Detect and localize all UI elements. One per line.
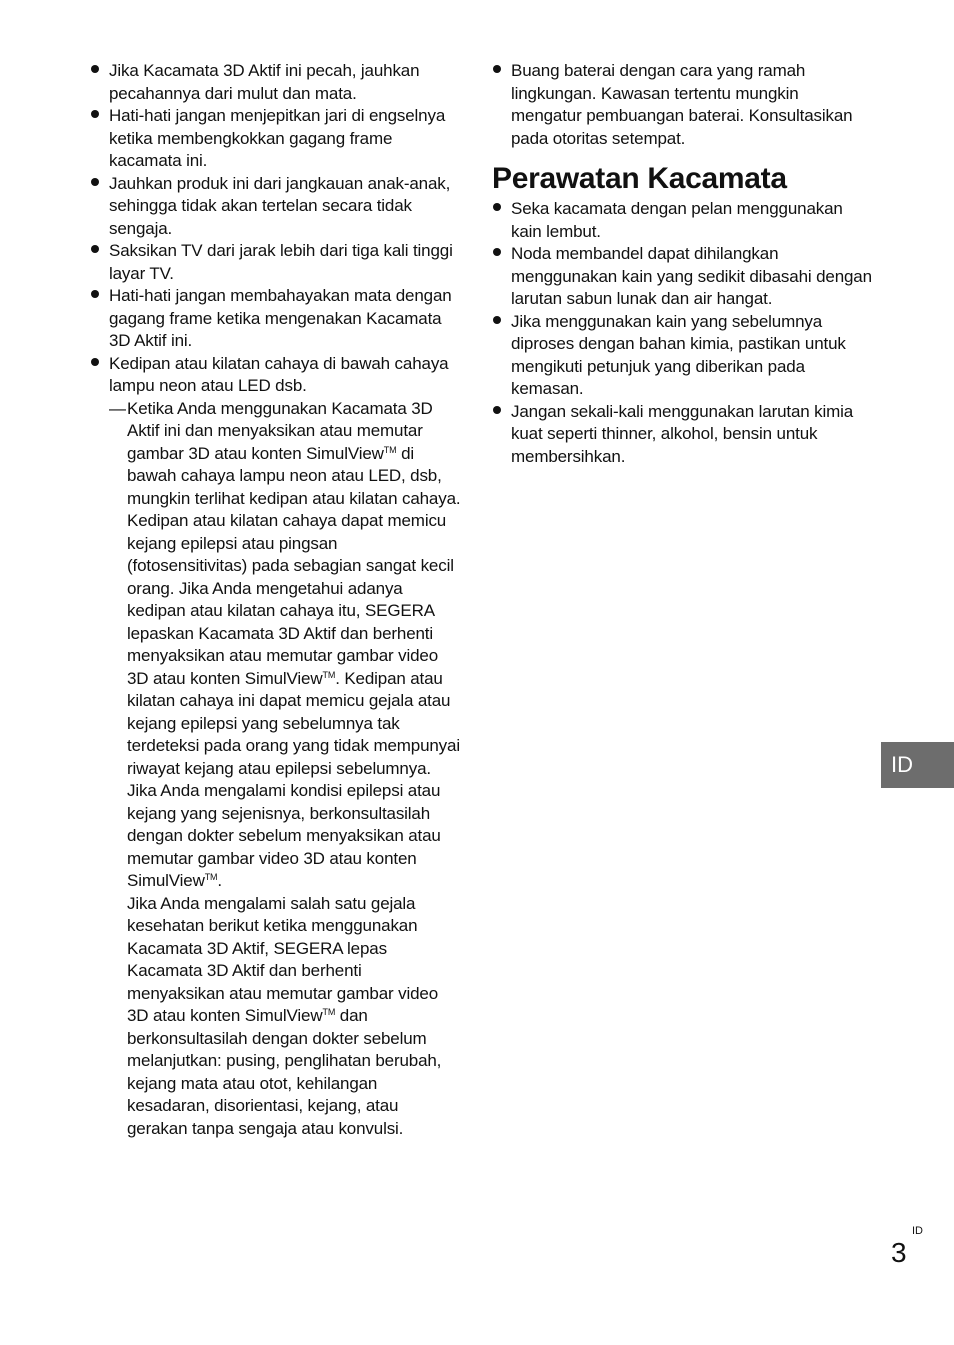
warning-paragraph-2: Jika Anda mengalami kondisi epilepsi atau kejang yang sejenisnya, berkonsultasilah dengan dokter sebelum menyaksikan atau memutar gambar video 3D atau konten SimulView™. — [127, 781, 441, 890]
warning-paragraph-3: Jika Anda mengalami salah satu gejala kesehatan berikut ketika menggunakan Kacamata 3D Aktif, SEGERA lepas Kacamata 3D Aktif dan berhenti menyaksikan atau memutar gambar video 3D atau konten SimulView™ dan berkonsultasilah dengan dokter sebelum melanjutkan: pusing, penglihatan berubah, kejang mata atau otot, kehilangan kesadaran, disorientasi, kejang, atau gerakan tanpa sengaja atau konvulsi. — [127, 893, 442, 1138]
bullet-item: Saksikan TV dari jarak lebih dari tiga kali tinggi layar TV. — [90, 240, 462, 285]
left-column — [90, 60, 462, 1140]
bullet-item: Jika Kacamata 3D Aktif ini pecah, jauhkan pecahannya dari mulut dan mata. — [90, 60, 462, 105]
bullet-item: Seka kacamata dengan pelan menggunakan kain lembut. — [492, 198, 872, 243]
bullet-text: Kedipan atau kilatan cahaya di bawah cahaya lampu neon atau LED dsb. — [109, 353, 449, 395]
section-heading: Perawatan Kacamata — [492, 162, 787, 195]
language-tab: ID — [881, 742, 954, 788]
trademark-mark: TM — [322, 669, 336, 680]
care-bullet-list — [492, 198, 872, 468]
bullet-item-flicker — [90, 353, 462, 1141]
bullet-item: Noda membandel dapat dihilangkan menggunakan kain yang sedikit dibasahi dengan larutan sabun lunak dan air hangat. — [492, 243, 872, 311]
disposal-bullet-list — [492, 60, 872, 150]
dash-marker: — — [109, 398, 126, 418]
trademark-mark: TM — [383, 444, 397, 455]
bullet-item: Jika menggunakan kain yang sebelumnya diproses dengan bahan kimia, pastikan untuk mengikuti petunjuk yang diberikan pada kemasan. — [492, 311, 872, 401]
trademark-mark: TM — [204, 872, 218, 882]
right-column — [492, 60, 872, 468]
bullet-item: Jauhkan produk ini dari jangkauan anak-anak, sehingga tidak akan tertelan secara tidak sengaja. — [90, 173, 462, 241]
bullet-item: Hati-hati jangan membahayakan mata dengan gagang frame ketika mengenakan Kacamata 3D Aktif ini. — [90, 285, 462, 353]
warning-paragraph-1: Ketika Anda menggunakan Kacamata 3D Aktif ini dan menyaksikan atau memutar gambar 3D atau konten SimulView™ di bawah cahaya lampu neon atau LED, dsb, mungkin terlihat kedipan atau kilatan cahaya. Kedipan atau kilatan cahaya dapat memicu kejang epilepsi atau pingsan (fotosensitivitas) pada sebagian sangat kecil orang. Jika Anda mengetahui adanya kedipan atau kilatan cahaya itu, SEGERA lepaskan Kacamata 3D Aktif dan berhenti menyaksikan atau memutar gambar video 3D atau konten SimulView™. Kedipan atau kilatan cahaya ini dapat memicu gejala atau kejang epilepsi yang sebelumnya tak terdeteksi pada orang yang tidak mempunyai riwayat kejang atau epilepsi sebelumnya. — [127, 398, 461, 778]
bullet-item: Hati-hati jangan menjepitkan jari di engselnya ketika membengkokkan gagang frame kacamata ini. — [90, 105, 462, 173]
dash-sub-item — [109, 398, 462, 1141]
trademark-mark: TM — [322, 1007, 336, 1017]
page-number: 3 — [891, 1237, 907, 1268]
bullet-item: Jangan sekali-kali menggunakan larutan kimia kuat seperti thinner, alkohol, bensin untuk membersihkan. — [492, 401, 872, 469]
safety-bullet-list — [90, 60, 462, 1140]
bullet-item: Buang baterai dengan cara yang ramah lingkungan. Kawasan tertentu mungkin mengatur pembuangan baterai. Konsultasikan pada otoritas setempat. — [492, 60, 872, 150]
page-language-label: ID — [912, 1225, 923, 1237]
